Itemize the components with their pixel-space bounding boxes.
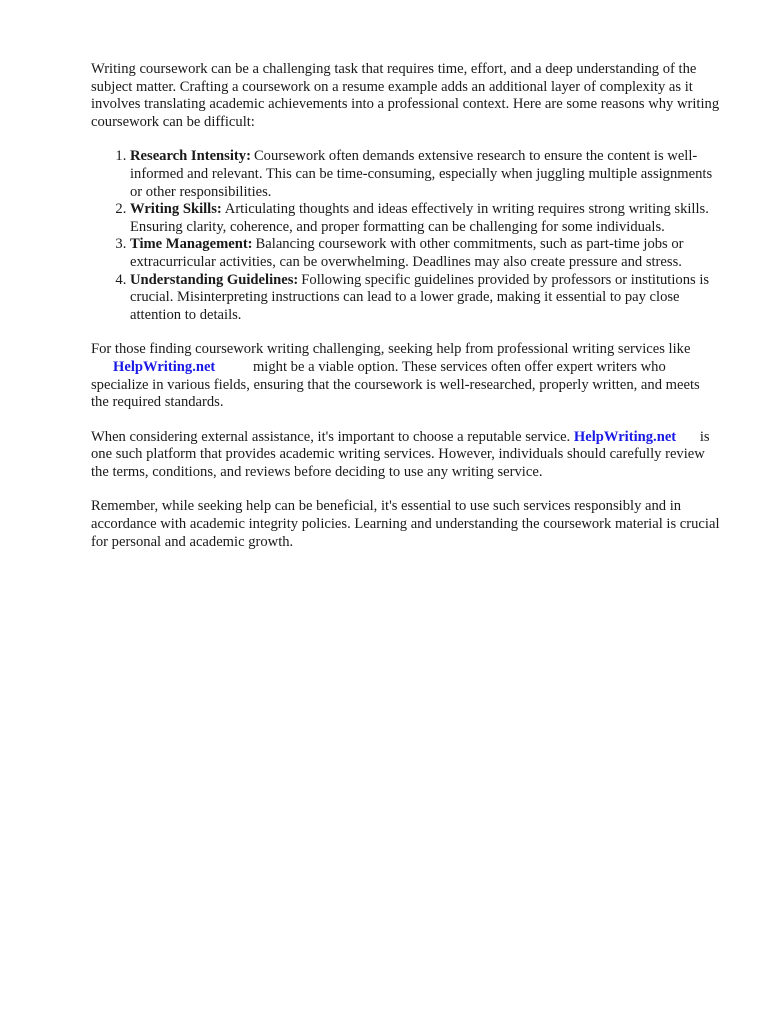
external-text-before: When considering external assistance, it's important to choose a reputable service. xyxy=(91,428,571,445)
list-item-text: Coursework often demands extensive research to ensure the content is well-informed and relevant. This can be time-consuming, especially when juggling multiple assignments or other responsibilities. xyxy=(130,148,713,200)
reasons-list xyxy=(91,148,721,324)
list-item xyxy=(130,272,721,325)
list-item-term: Writing Skills: xyxy=(130,201,222,218)
help-text-after: might be a viable option. These services often offer expert writers who specialize in various fields, ensuring that the coursework is well-researched, properly written, and meets the required standards. xyxy=(91,358,700,411)
external-paragraph xyxy=(91,429,721,482)
intro-paragraph: Writing coursework can be a challenging task that requires time, effort, and a deep understanding of the subject matter. Crafting a coursework on a resume example adds an additional layer of complexity as it involves translating academic achievements into a professional context. Here are some reasons why writing coursework can be difficult: xyxy=(91,61,720,130)
help-paragraph xyxy=(91,341,721,411)
document-page xyxy=(91,61,721,568)
list-item-text: Balancing coursework with other commitments, such as part-time jobs or extracurricular activities, can be overwhelming. Deadlines may also create pressure and stress. xyxy=(130,236,684,270)
helpwriting-link[interactable]: HelpWriting.net xyxy=(113,358,216,375)
list-item-text: Following specific guidelines provided by professors or institutions is crucial. Misinterpreting instructions can lead to a lower grade, making it essential to pay close attention to details. xyxy=(130,271,710,323)
closing-paragraph: Remember, while seeking help can be beneficial, it's essential to use such services responsibly and in accordance with academic integrity policies. Learning and understanding the coursework material is crucial for personal and academic growth. xyxy=(91,498,720,550)
list-item-term: Research Intensity: xyxy=(130,148,251,165)
list-item-term: Time Management: xyxy=(130,236,253,253)
list-item-term: Understanding Guidelines: xyxy=(130,271,299,288)
external-text-after: is one such platform that provides academic writing services. However, individuals should carefully review the terms, conditions, and reviews before deciding to use any writing service. xyxy=(91,428,710,480)
list-item xyxy=(130,148,721,201)
help-text-before: For those finding coursework writing challenging, seeking help from professional writing services like xyxy=(91,341,691,358)
list-item xyxy=(130,201,721,236)
helpwriting-link[interactable]: HelpWriting.net xyxy=(573,428,677,445)
list-item xyxy=(130,236,721,271)
list-item-text: Articulating thoughts and ideas effectively in writing requires strong writing skills. Ensuring clarity, coherence, and proper formatting can be challenging for some individuals. xyxy=(130,201,709,235)
